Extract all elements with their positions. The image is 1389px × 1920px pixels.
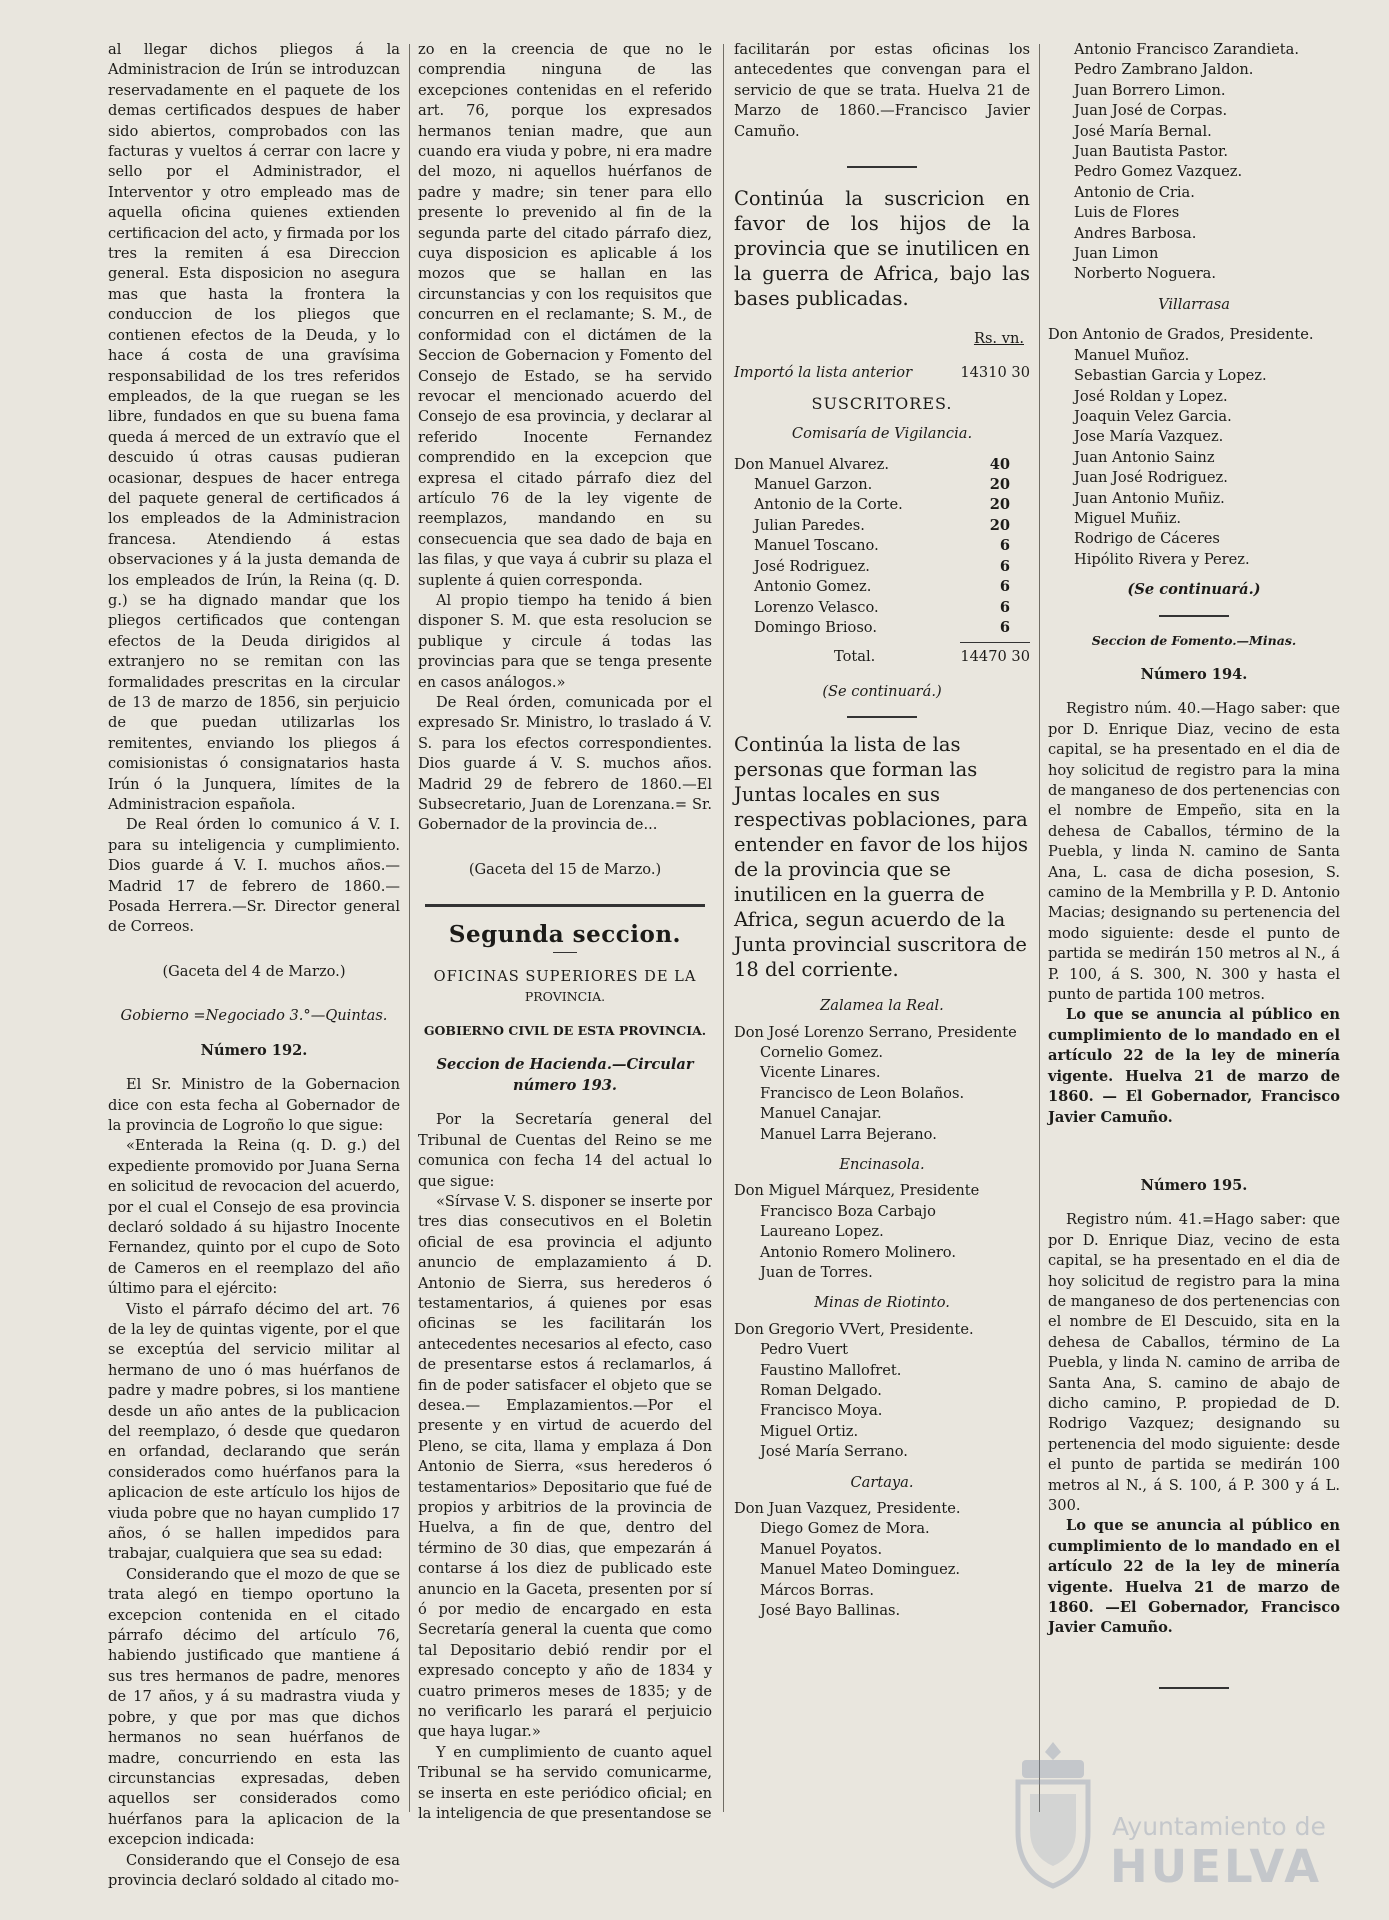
list-item: Don Antonio de Grados, Presidente. <box>1048 326 1314 344</box>
list-item: Manuel Muñoz. <box>1074 346 1190 364</box>
donor-list <box>734 455 1030 639</box>
previous-total-label: Importó la lista anterior <box>734 364 913 382</box>
paragraph: Registro núm. 40.—Hago saber: que por D. Enrique Diaz, vecino de esta capital, se ha presentado en el dia de hoy solicitud de registro para la mina de manganeso de dos pertenencias con el nombre de Empeño, sita en la dehesa de Caballos, término de la Puebla, y linda N. camino de Santa Ana, L. casa de dicha posesion, S. camino de la Membrilla y P. D. Antonio Macias; designando su pertenencia del modo siguiente: desde el punto de partida se medirán 150 metros al N., á P. 100, á S. 300, N. 300 y hasta el punto de partida 100 metros. <box>1048 700 1340 1004</box>
section-heading: Gobierno =Negociado 3.°—Quintas. <box>120 1007 388 1025</box>
donor-name: Don Manuel Alvarez. <box>734 455 890 473</box>
list-item: Don Juan Vazquez, Presidente. <box>734 1500 961 1518</box>
circular-heading: Seccion de Hacienda.—Circular número 193. <box>436 1056 694 1094</box>
donor-row <box>734 516 1030 536</box>
total-row <box>734 647 1030 667</box>
donor-amount: 6 <box>999 557 1010 575</box>
member-list <box>734 1320 1030 1463</box>
town-heading: Cartaya. <box>850 1473 914 1491</box>
list-item: Joaquin Velez Garcia. <box>1074 407 1232 425</box>
list-item: Pedro Gomez Vazquez. <box>1074 163 1243 181</box>
list-item: Antonio Francisco Zarandieta. <box>1074 41 1299 58</box>
watermark-line1: Ayuntamiento de <box>1112 1812 1326 1841</box>
offices-heading: OFICINAS SUPERIORES DE LA <box>433 967 697 985</box>
list-item: Cornelio Gomez. <box>760 1043 883 1061</box>
donor-row <box>734 536 1030 556</box>
total-value: 14470 30 <box>960 648 1030 666</box>
watermark-line2: HUELVA <box>1110 1840 1323 1893</box>
donor-row <box>734 577 1030 597</box>
list-item: Antonio de Cria. <box>1074 183 1195 201</box>
donor-row <box>734 618 1030 638</box>
juntas-notice: Continúa la lista de las personas que forman las Juntas locales en sus respectivas poblaciones, para entender en favor de los hijos de la provincia que se inutilicen en la guerra de Africa, segun acuerdo de la Junta provincial suscritora de 18 del corriente. <box>734 733 1028 982</box>
numero-heading: Número 194. <box>1140 665 1248 683</box>
list-item: Rodrigo de Cáceres <box>1074 530 1220 548</box>
list-item: Don Gregorio VVert, Presidente. <box>734 1320 974 1338</box>
column-1 <box>108 40 400 1891</box>
list-item: Francisco Moya. <box>760 1402 883 1420</box>
donor-name: Julian Paredes. <box>754 516 865 534</box>
column-4 <box>1048 40 1340 1689</box>
paragraph: zo en la creencia de que no le comprendia ninguna de las excepciones contenidas en el referido art. 76, porque los expresados hermanos tenian madre, que aun cuando era viuda y pobre, ni era madre del mozo, ni aquellos huérfanos de padre y madre; sin tener para ello presente lo prevenido al fin de la segunda parte del citado párrafo diez, cuya disposicion es aplicable á los mozos que se hallan en las circunstancias y con los requisitos que concurren en el reclamante; S. M., de conformidad con el dictámen de la Seccion de Gobernacion y Fomento del Consejo de Estado, se ha servido revocar el mencionado acuerdo del Consejo de esa provincia, y declarar al referido Inocente Fernandez comprendido en la excepcion que expresa el citado párrafo diez del artículo 76 de la ley vigente de reemplazos, mandando en su consecuencia que sea dado de baja en las filas, y que vaya á cubrir su plaza el suplente á quien corresponda. <box>418 41 712 589</box>
list-item: Márcos Borras. <box>760 1581 874 1599</box>
paragraph: Lo que se anuncia al público en cumplimiento de lo mandado en el artículo 22 de la ley de minería vigente. Huelva 21 de marzo de 1860. —El Gobernador, Francisco Javier Camuño. <box>1048 1517 1340 1637</box>
list-item: Pedro Vuert <box>760 1341 849 1359</box>
paragraph: «Sírvase V. S. disponer se inserte por tres dias consecutivos en el Boletin oficial de esa provincia el adjunto anuncio de emplazamiento á D. Antonio de Sierra, sus herederos ó testamentarios, á quienes por esas oficinas se les facilitarán los antecedentes necesarios al efecto, caso de presentarse estos á reclamarlos, á fin de poder satisfacer el objeto que se desea.— Emplazamientos.—Por el presente y en virtud de acuerdo del Pleno, se cita, llama y emplaza á Don Antonio de Sierra, «sus herederos ó testamentarios» Depositario que fué de propios y arbitrios de la provincia de Huelva, a fin de que, dentro del término de 30 dias, que empezarán á contarse á los diez de publicado este anuncio en la Gaceta, presenten por sí ó por medio de encargado en esta Secretaría general la cuenta que como tal Depositario debió rendir por el expresado concepto y año de 1834 y cuatro primeros meses de 1835; y de no verificarlo les parará el perjuicio que haya lugar.» <box>418 1192 712 1741</box>
list-item: Roman Delgado. <box>760 1382 882 1400</box>
list-item: Miguel Ortiz. <box>760 1422 859 1440</box>
list-item: Juan Borrero Limon. <box>1074 81 1226 99</box>
offices-subheading: PROVINCIA. <box>524 989 606 1005</box>
paragraph: El Sr. Ministro de la Gobernacion dice con esta fecha al Gobernador de la provincia de Logroño lo que sigue: <box>108 1076 400 1134</box>
town-heading: Encinasola. <box>839 1155 925 1173</box>
section-title: Segunda seccion. <box>448 921 682 949</box>
gobierno-heading: GOBIERNO CIVIL DE ESTA PROVINCIA. <box>423 1023 707 1039</box>
donor-amount: 20 <box>989 496 1010 514</box>
paragraph: De Real órden lo comunico á V. I. para su inteligencia y cumplimiento. Dios guarde á V. I. muchos años.— Madrid 17 de febrero de 1860.—Posada Herrera.—Sr. Director general de Correos. <box>108 816 400 936</box>
list-item: Juan José de Corpas. <box>1074 102 1228 120</box>
donor-row <box>734 598 1030 618</box>
town-heading: Zalamea la Real. <box>820 997 944 1015</box>
continued-note: (Se continuará.) <box>1127 581 1261 599</box>
paragraph: Registro núm. 41.=Hago saber: que por D. Enrique Diaz, vecino de esta capital, se ha presentado en el dia de hoy solicitud de registro para la mina de manganeso de dos pertenencias con el nombre de El Descuido, sita en la dehesa de Caballos, término de La Puebla, y linda N. camino de arriba de Santa Ana, S. camino de abajo de dicho camino, P. propiedad de D. Rodrigo Vazquez; designando su pertenencia del modo siguiente: desde el punto de partida se medirán 100 metros al N., á S. 100, á P. 300 y á L. 300. <box>1048 1211 1340 1514</box>
paragraph: De Real órden, comunicada por el expresado Sr. Ministro, lo traslado á V. S. para los efectos correspondientes. Dios guarde á V. S. muchos años. Madrid 29 de febrero de 1860.—El Subsecretario, Juan de Lorenzana.= Sr. Gobernador de la provincia de... <box>418 694 712 834</box>
paragraph: Por la Secretaría general del Tribunal de Cuentas del Reino se me comunica con fecha 14 del actual lo que sigue: <box>418 1111 712 1190</box>
donor-row <box>734 475 1030 495</box>
column-rule <box>409 44 410 1812</box>
subscription-notice: Continúa la suscricion en favor de los hijos de la provincia que se inutilicen en la guerra de Africa, bajo las bases publicadas. <box>734 187 1030 311</box>
donor-name: Antonio de la Corte. <box>754 496 903 514</box>
list-item: José Roldan y Lopez. <box>1074 387 1228 405</box>
paragraph: Y en cumplimiento de cuanto aquel Tribunal se ha servido comunicarme, se inserta en este periódico oficial; en la inteligencia de que presentandose se <box>418 1743 712 1823</box>
list-item: Jose María Vazquez. <box>1074 428 1224 446</box>
previous-total-value: 14310 30 <box>960 364 1030 382</box>
column-3 <box>734 40 1030 1622</box>
subscribers-heading: SUSCRITORES. <box>811 393 953 413</box>
paragraph: Al propio tiempo ha tenido á bien disponer S. M. que esta resolucion se publique y circule á todas las provincias para que se tenga presente en casos análogos.» <box>418 591 712 691</box>
list-item: Juan Antonio Sainz <box>1074 448 1215 466</box>
list-item: Norberto Noguera. <box>1074 265 1217 283</box>
list-item: Francisco Boza Carbajo <box>760 1202 936 1220</box>
list-item: Don José Lorenzo Serrano, Presidente <box>734 1023 1017 1041</box>
donor-amount: 40 <box>989 455 1010 473</box>
donor-name: Lorenzo Velasco. <box>754 598 879 616</box>
list-item: José María Bernal. <box>1074 122 1212 140</box>
previous-total-row <box>734 363 1030 383</box>
list-item: Manuel Poyatos. <box>760 1540 883 1558</box>
numero-heading: Número 195. <box>1140 1176 1248 1194</box>
donor-amount: 6 <box>999 618 1010 636</box>
member-list <box>734 1181 1030 1283</box>
donor-name: Antonio Gomez. <box>754 578 872 596</box>
list-item: Francisco de Leon Bolaños. <box>760 1084 965 1102</box>
donor-name: Domingo Brioso. <box>754 618 877 636</box>
huelva-watermark <box>1000 1740 1360 1893</box>
list-item: José María Serrano. <box>760 1443 908 1461</box>
member-list <box>734 1499 1030 1621</box>
list-item: Antonio Romero Molinero. <box>760 1243 956 1261</box>
list-item: Faustino Mallofret. <box>760 1361 902 1379</box>
paragraph: «Enterada la Reina (q. D. g.) del expediente promovido por Juana Serna en solicitud de revocacion del acuerdo, por el cual el Consejo de esa provincia declaró soldado á su hijastro Inocente Fernandez, quinto por el cupo de Soto de Cameros en el reemplazo del año último para el ejército: <box>108 1137 400 1298</box>
list-item: Laureano Lopez. <box>760 1223 884 1241</box>
list-item: Luis de Flores <box>1074 204 1180 222</box>
currency-label: Rs. vn. <box>973 330 1024 348</box>
list-item: Manuel Larra Bejerano. <box>760 1125 937 1143</box>
donor-amount: 20 <box>989 476 1010 494</box>
section-heading: Seccion de Fomento.—Minas. <box>1091 632 1297 648</box>
paragraph: Lo que se anuncia al público en cumplimiento de lo mandado en el artículo 22 de la ley de minería vigente. Huelva 21 de marzo de 1860. — El Gobernador, Francisco Javier Camuño. <box>1048 1006 1340 1126</box>
donor-row <box>734 495 1030 515</box>
list-item: José Bayo Ballinas. <box>760 1602 901 1620</box>
paragraph: facilitarán por estas oficinas los antecedentes que convengan para el servicio de que se trata. Huelva 21 de Marzo de 1860.—Francisco Javier Camuño. <box>734 41 1030 140</box>
coat-of-arms-icon <box>1008 1740 1098 1890</box>
list-item: Don Miguel Márquez, Presidente <box>734 1182 980 1200</box>
paragraph: Considerando que el mozo de que se trata alegó en tiempo oportuno la excepcion contenida en el citado párrafo décimo del artículo 76, habiendo justificado que mantiene á sus tres hermanos de padre, menores de 17 años, y á su madrastra viuda y pobre, y que por mas que dichos hermanos no sean huérfanos de madre, concurriendo en esta las circunstancias expresadas, deben aquellos ser considerados como huérfanos para la aplicacion de la excepcion indicada: <box>108 1565 400 1849</box>
continued-note: (Se continuará.) <box>822 682 942 700</box>
paragraph: al llegar dichos pliegos á la Administracion de Irún se introduzcan reservadamente en el paquete de los demas certificados despues de haber sido abiertos, comprobados con las facturas y vueltos á cerrar con lacre y sello por el Administrador, el Interventor y otro empleado mas de aquella oficina quienes extienden certificacion del acto, y firmada por los tres la remiten á esa Direccion general. Esta disposicion no asegura mas que hasta la frontera la conduccion de los pliegos que contienen efectos de la Deuda, y lo hace á costa de una gravísima responsabilidad de los tres referidos empleados, de la que ruegan se les libre, fundados en que su buena fama queda á merced de un extravío que el descuido ú otras causas pudieran ocasionar, despues de hacer entrega del paquete general de certificados á los empleados de la Administracion francesa. Atendiendo á estas observaciones y á la justa demanda de los empleados de Irún, la Reina (q. D. g.) se ha dignado mandar que los pliegos certificados que contengan efectos de la Deuda dirigidos al extranjero no se remitan con las formalidades prescritas en la circular de 13 de marzo de 1856, sin perjuicio de que puedan utilizarlas los remitentes, enviando los pliegos á comisionistas ó consignatarios hasta Irún ó la Junquera, límites de la Administracion española. <box>108 41 400 814</box>
paragraph: Considerando que el Consejo de esa provincia declaró soldado al citado mo- <box>108 1851 400 1889</box>
list-item: Juan de Torres. <box>760 1264 873 1281</box>
member-list <box>1048 40 1340 285</box>
comisaria-heading: Comisaría de Vigilancia. <box>791 425 973 443</box>
column-2 <box>418 40 712 1825</box>
list-item: Juan Antonio Muñiz. <box>1074 489 1225 507</box>
column-rule <box>1039 44 1040 1812</box>
donor-row <box>734 557 1030 577</box>
list-item: Pedro Zambrano Jaldon. <box>1074 61 1254 79</box>
total-label: Total. <box>834 648 876 666</box>
donor-name: Manuel Toscano. <box>754 537 879 555</box>
list-item: Andres Barbosa. <box>1074 224 1197 242</box>
list-item: Diego Gomez de Mora. <box>760 1520 930 1538</box>
donor-row <box>734 455 1030 475</box>
list-item: Vicente Linares. <box>760 1064 881 1082</box>
donor-name: Manuel Garzon. <box>754 476 873 494</box>
donor-amount: 6 <box>999 578 1010 596</box>
list-item: Juan José Rodriguez. <box>1074 469 1228 487</box>
town-heading: Villarrasa <box>1158 295 1230 313</box>
list-item: Juan Bautista Pastor. <box>1074 143 1229 161</box>
list-item: Manuel Canajar. <box>760 1105 882 1123</box>
donor-amount: 20 <box>989 516 1010 534</box>
sum-line <box>960 642 1030 643</box>
donor-amount: 6 <box>999 598 1010 616</box>
list-item: Miguel Muñiz. <box>1074 509 1182 527</box>
column-rule <box>723 44 724 1812</box>
numero-heading: Número 192. <box>200 1041 308 1059</box>
gaceta-source: (Gaceta del 15 de Marzo.) <box>468 860 662 878</box>
list-item: Hipólito Rivera y Perez. <box>1074 550 1250 568</box>
list-item: Juan Limon <box>1074 245 1159 263</box>
paragraph: Visto el párrafo décimo del art. 76 de la ley de quintas vigente, por el que se exceptúa del servicio militar al hermano de uno ó mas huérfanos de padre y madre pobres, si los mantiene desde un año antes de la publicacion del reemplazo, ó desde que quedaron en orfandad, declarando que serán considerados como huérfanos para la aplicacion de este artículo los hijos de viuda pobre que no hayan cumplido 17 años, ó se hallen impedidos para trabajar, cualquiera que sea su edad: <box>108 1300 400 1563</box>
member-list <box>734 1023 1030 1145</box>
town-heading: Minas de Riotinto. <box>814 1294 950 1312</box>
divider <box>1159 1687 1229 1689</box>
list-item: Sebastian Garcia y Lopez. <box>1074 367 1267 385</box>
donor-name: José Rodriguez. <box>754 557 870 575</box>
donor-amount: 6 <box>999 537 1010 555</box>
list-item: Manuel Mateo Dominguez. <box>760 1561 961 1579</box>
gaceta-source: (Gaceta del 4 de Marzo.) <box>162 962 346 980</box>
member-list <box>1048 325 1340 570</box>
